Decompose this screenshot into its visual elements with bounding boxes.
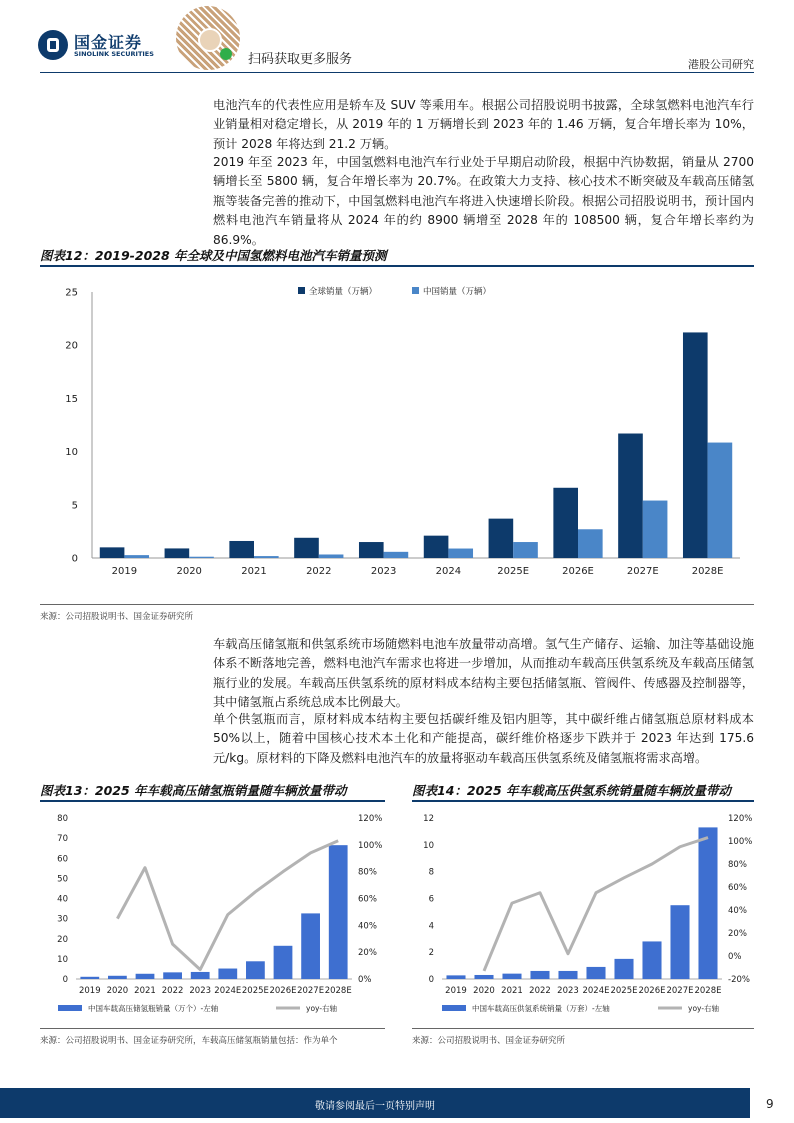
fig12-title-rule xyxy=(40,265,754,267)
fig13-bar xyxy=(218,969,237,979)
fig13-y-left-tick: 30 xyxy=(57,914,68,925)
fig14-bar xyxy=(670,905,689,979)
fig13-x-tick: 2028E xyxy=(324,986,352,996)
fig14-bar xyxy=(446,975,465,979)
fig13-source: 来源：公司招股说明书、国金证券研究所，车载高压储氢瓶销量包括：作为单个 xyxy=(40,1036,338,1046)
fig14-x-tick: 2022 xyxy=(529,986,551,996)
fig13-y-left-tick: 70 xyxy=(57,834,68,845)
fig14-y-right-tick: 0% xyxy=(728,952,742,962)
fig14-x-tick: 2021 xyxy=(501,986,523,996)
fig14-bottom-rule xyxy=(412,1028,754,1029)
fig12-x-tick: 2024 xyxy=(435,566,462,577)
fig14-y-right-tick: 100% xyxy=(728,837,753,847)
logo-name-cn: 国金证券 xyxy=(74,33,143,52)
fig14-bar xyxy=(614,959,633,979)
fig13-x-tick: 2025E xyxy=(241,986,269,996)
fig12-bar-global xyxy=(553,488,578,558)
fig13-bar xyxy=(80,977,99,979)
fig12-bar-global xyxy=(294,538,319,558)
fig12-x-tick: 2019 xyxy=(111,566,138,577)
fig13-y-right-tick: 80% xyxy=(358,867,377,878)
fig13-x-tick: 2027E xyxy=(297,986,325,996)
fig13-x-tick: 2024E xyxy=(214,986,242,996)
fig12-legend-label: 中国销量（万辆） xyxy=(423,287,492,297)
fig13-bar xyxy=(329,845,348,979)
fig13-legend-bar-label: 中国车载高压储氢瓶销量（万个）-左轴 xyxy=(88,1004,219,1013)
header-divider xyxy=(40,72,754,73)
fig12-bar-global xyxy=(489,519,514,558)
fig14-legend-bar-label: 中国车载高压供氢系统销量（万套）-左轴 xyxy=(472,1004,610,1013)
fig14-bar xyxy=(530,971,549,979)
logo-mark-icon xyxy=(38,30,68,60)
fig13-bar xyxy=(163,972,182,979)
fig12-chart xyxy=(40,272,754,594)
fig13-legend-bar-swatch xyxy=(58,1005,82,1011)
fig12-bar-china xyxy=(384,552,409,558)
fig13-y-left-tick: 10 xyxy=(57,954,68,965)
fig14-y-left-tick: 2 xyxy=(428,948,434,959)
fig14-y-right-tick: 20% xyxy=(728,929,747,939)
fig13-chart xyxy=(40,806,385,1022)
fig13-y-right-tick: 120% xyxy=(358,814,383,824)
fig14-x-tick: 2026E xyxy=(638,986,666,996)
fig13-bar xyxy=(191,972,210,979)
fig12-y-tick: 0 xyxy=(71,553,78,565)
fig14-x-tick: 2028E xyxy=(694,986,722,996)
fig13-x-tick: 2026E xyxy=(269,986,297,996)
fig14-y-left-tick: 8 xyxy=(428,867,434,878)
fig14-y-left-tick: 10 xyxy=(423,840,434,851)
qr-code-icon[interactable] xyxy=(176,6,240,70)
fig14-y-right-tick: 120% xyxy=(728,814,753,824)
fig14-y-right-tick: -20% xyxy=(728,975,750,985)
fig12-legend-swatch xyxy=(298,287,305,294)
paragraph-market-drivers: 车载高压储氢瓶和供氢系统市场随燃料电池车放量带动高增。氢气生产储存、运输、加注等基础设施体系不断落地完善，燃料电池汽车需求也将进一步增加，从而推动车载高压供氢系统及车载高压储氢瓶行业的发展。车载高压供氢系统的原材料成本结构主要包括储氢瓶、管阀件、传感器及控制器等，其中储氢瓶占系统总成本比例最大。 xyxy=(213,637,754,710)
fig12-bar-global xyxy=(100,547,125,558)
fig12-y-tick: 20 xyxy=(65,340,78,352)
fig14-y-left-tick: 0 xyxy=(428,975,434,985)
fig14-x-tick: 2024E xyxy=(582,986,610,996)
fig13-y-left-tick: 20 xyxy=(57,934,68,945)
fig12-x-tick: 2027E xyxy=(626,566,659,577)
fig14-x-tick: 2025E xyxy=(610,986,638,996)
fig13-title-rule xyxy=(40,800,385,802)
report-type: 港股公司研究 xyxy=(688,58,754,71)
fig13-y-right-tick: 0% xyxy=(358,975,372,985)
fig13-x-tick: 2023 xyxy=(189,986,212,996)
fig13-y-left-tick: 40 xyxy=(57,894,68,905)
fig12-title: 图表12：2019-2028 年全球及中国氢燃料电池汽车销量预测 xyxy=(40,248,387,263)
fig13-y-left-tick: 50 xyxy=(57,874,68,885)
paragraph-global-sales: 电池汽车的代表性应用是轿车及 SUV 等乘用车。根据公司招股说明书披露，全球氢燃料电池汽车行业销量相对稳定增长，从 2019 年的 1 万辆增长到 2023 年的 1.46 万辆，复合年增长率为 10%，预计 2028 年将达到 21.2 万辆。 xyxy=(213,98,754,151)
fig12-bar-global xyxy=(618,434,643,558)
fig13-y-left-tick: 80 xyxy=(57,814,68,824)
fig12-bar-china xyxy=(708,443,733,558)
fig13-y-right-tick: 60% xyxy=(358,894,377,905)
fig14-bar xyxy=(474,975,493,979)
fig13-bar xyxy=(274,946,293,979)
fig13-bar xyxy=(246,961,265,979)
fig12-y-tick: 25 xyxy=(65,287,78,299)
fig12-y-tick: 5 xyxy=(71,500,78,512)
fig12-x-tick: 2020 xyxy=(176,566,202,577)
scan-prompt: 扫码获取更多服务 xyxy=(248,52,353,67)
paragraph-material-cost: 单个供氢瓶而言，原材料成本结构主要包括碳纤维及铝内胆等，其中碳纤维占储氢瓶总原材料成本 50%以上，随着中国核心技术本土化和产能提高，碳纤维价格逐步下跌并于 2023 年达到 175.6 元/kg。原材料的下降及燃料电池汽车的放量将驱动车载高压供氢系统及储氢瓶将需求高增。 xyxy=(213,712,754,765)
fig14-title-rule xyxy=(412,800,754,802)
fig12-x-tick: 2026E xyxy=(562,566,594,577)
fig13-y-left-tick: 0 xyxy=(62,975,68,985)
fig14-bar xyxy=(586,967,605,979)
fig12-bar-china xyxy=(643,501,668,558)
fig13-legend-line-label: yoy-右轴 xyxy=(306,1004,338,1013)
fig13-bottom-rule xyxy=(40,1028,385,1029)
fig14-bar xyxy=(698,827,717,979)
fig14-y-left-tick: 12 xyxy=(423,814,434,824)
fig12-legend-swatch xyxy=(412,287,419,294)
fig13-title: 图表13：2025 年车载高压储氢瓶销量随车辆放量带动 xyxy=(40,783,347,798)
fig12-y-tick: 10 xyxy=(65,447,78,459)
fig12-bar-china xyxy=(448,549,473,558)
fig13-y-right-tick: 20% xyxy=(358,948,377,959)
fig14-y-right-tick: 40% xyxy=(728,906,747,916)
fig14-x-tick: 2027E xyxy=(666,986,694,996)
fig13-y-right-tick: 100% xyxy=(358,840,383,851)
fig13-y-right-tick: 40% xyxy=(358,921,377,932)
fig14-chart xyxy=(412,806,754,1022)
fig14-bar xyxy=(558,971,577,979)
fig13-x-tick: 2020 xyxy=(106,986,129,996)
fig14-y-right-tick: 60% xyxy=(728,883,747,893)
fig12-bar-china xyxy=(578,529,603,558)
fig12-bar-global xyxy=(165,548,190,558)
fig12-bar-global xyxy=(683,332,708,558)
wechat-badge-icon xyxy=(220,48,232,60)
fig12-x-tick: 2028E xyxy=(691,566,724,577)
fig14-x-tick: 2019 xyxy=(445,986,467,996)
fig14-bar xyxy=(502,974,521,979)
fig12-bottom-rule xyxy=(40,604,754,605)
fig14-y-left-tick: 6 xyxy=(428,894,434,905)
fig13-bar xyxy=(108,976,127,979)
fig12-bar-global xyxy=(424,536,449,558)
footer-disclaimer[interactable]: 敬请参阅最后一页特别声明 xyxy=(315,1101,435,1112)
fig14-y-left-tick: 4 xyxy=(428,921,434,932)
page-number: 9 xyxy=(766,1097,774,1111)
fig14-x-tick: 2020 xyxy=(473,986,495,996)
fig13-bar xyxy=(136,974,155,979)
fig12-source: 来源：公司招股说明书、国金证券研究所 xyxy=(40,612,194,622)
fig13-y-left-tick: 60 xyxy=(57,854,68,865)
fig12-bar-china xyxy=(513,542,538,558)
logo-name-en: SINOLINK SECURITIES xyxy=(74,50,154,58)
fig12-x-tick: 2021 xyxy=(241,566,267,577)
fig13-x-tick: 2021 xyxy=(134,986,156,996)
company-logo xyxy=(38,28,158,64)
fig12-x-tick: 2025E xyxy=(497,566,530,577)
fig14-title: 图表14：2025 年车载高压供氢系统销量随车辆放量带动 xyxy=(412,783,732,798)
fig14-x-tick: 2023 xyxy=(557,986,579,996)
fig12-bar-global xyxy=(229,541,254,558)
fig14-source: 来源：公司招股说明书、国金证券研究所 xyxy=(412,1036,566,1046)
fig12-x-tick: 2022 xyxy=(306,566,332,577)
fig12-bar-global xyxy=(359,542,384,558)
fig14-legend-line-label: yoy-右轴 xyxy=(688,1004,720,1013)
fig12-bar-china xyxy=(254,556,279,558)
fig12-x-tick: 2023 xyxy=(370,566,397,577)
fig12-bar-china xyxy=(124,555,149,558)
fig13-x-tick: 2022 xyxy=(161,986,184,996)
fig14-y-right-tick: 80% xyxy=(728,860,747,870)
fig14-bar xyxy=(642,941,661,979)
fig13-bar xyxy=(301,913,320,979)
fig14-legend-bar-swatch xyxy=(442,1005,466,1011)
fig12-y-tick: 15 xyxy=(65,393,78,405)
fig12-legend-label: 全球销量（万辆） xyxy=(309,287,378,297)
paragraph-china-sales: 2019 年至 2023 年，中国氢燃料电池汽车行业处于早期启动阶段，根据中汽协数据，销量从 2700 辆增长至 5800 辆，复合年增长率为 20.7%。在政策大力支持、核心技术不断突破及车载高压储氢瓶等装备完善的推动下，中国氢燃料电池汽车将进入快速增长阶段。根据公司招股说明书，预计国内燃料电池汽车销量将从 2024 年的约 8900 辆增至 2028 年的 108500 辆，复合年增长率约为 86.9%。 xyxy=(213,155,754,247)
fig13-x-tick: 2019 xyxy=(78,986,101,996)
fig12-bar-china xyxy=(189,557,214,558)
fig12-bar-china xyxy=(319,554,344,558)
